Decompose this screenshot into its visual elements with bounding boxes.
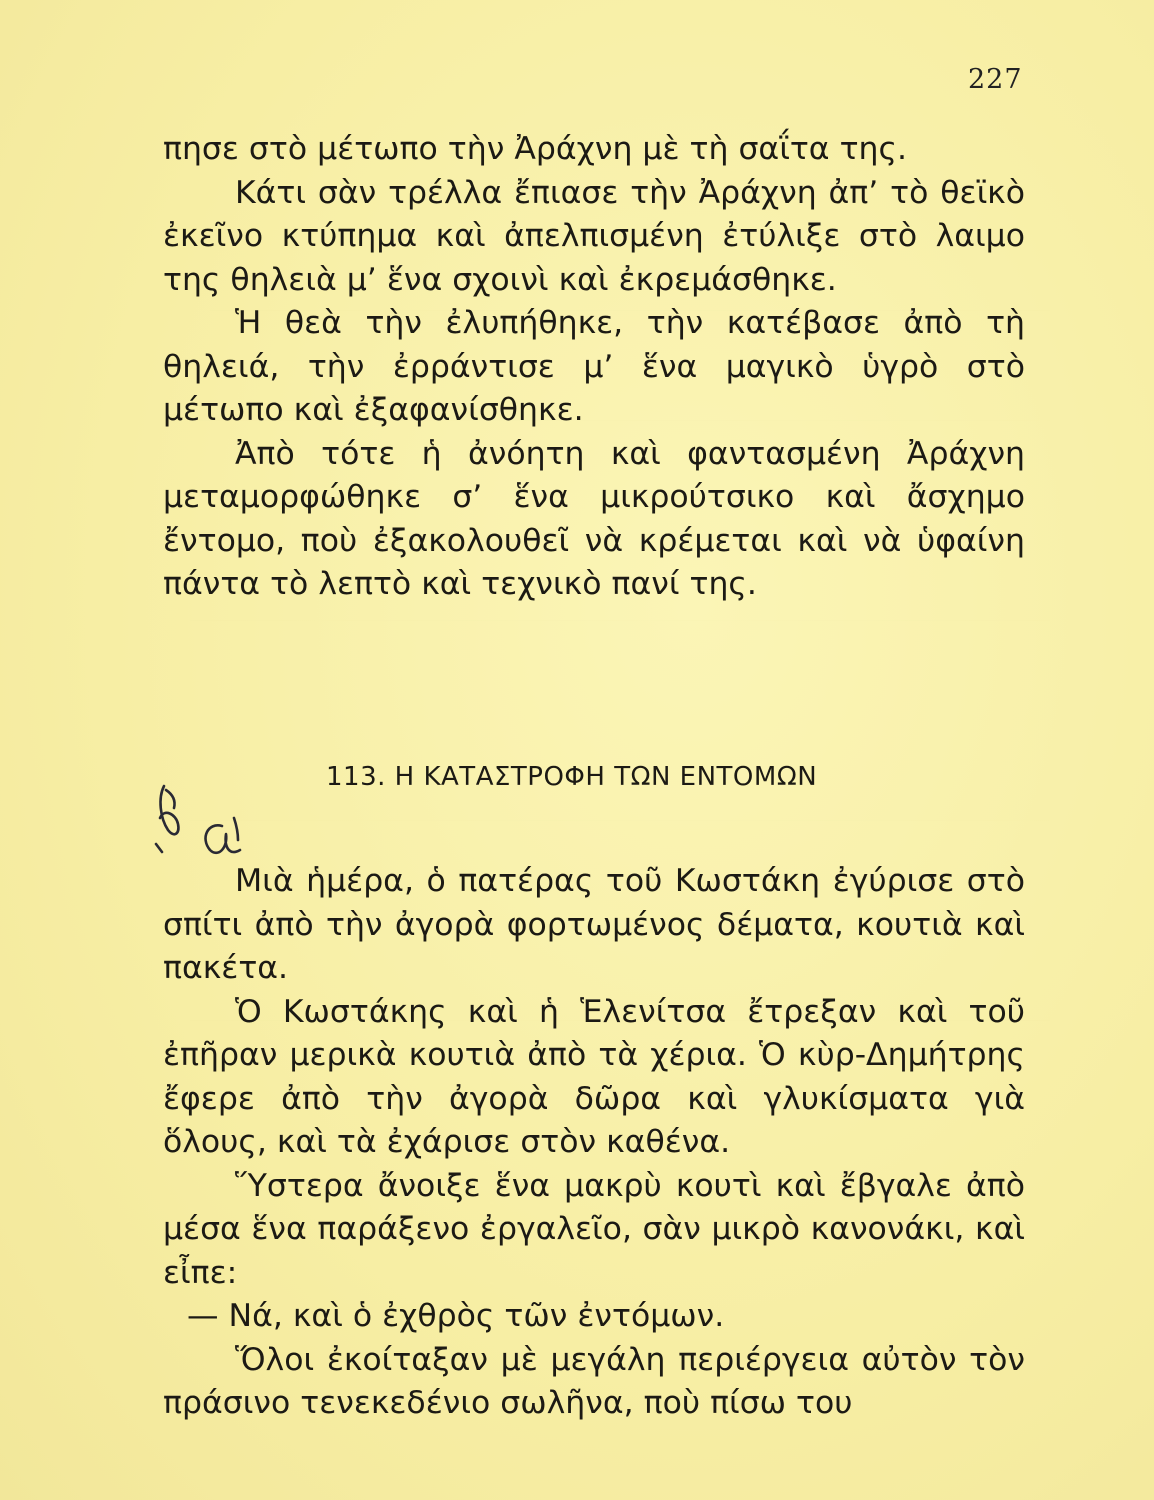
paragraph: πησε στὸ μέτωπο τὴν Ἀράχνη μὲ τὴ σαΐτα της. <box>163 131 908 167</box>
text-block-top <box>163 128 1025 607</box>
paragraph: Ὕστερα ἄνοιξε ἕνα μακρὺ κουτὶ καὶ ἔβγαλε ἀπὸ μέσα ἕνα παράξενο ἐργαλεῖο, σὰν μικρὸ κανονάκι, καὶ εἶπε: <box>163 1167 1025 1291</box>
paragraph: Ἡ θεὰ τὴν ἐλυπήθηκε, τὴν κατέβασε ἀπὸ τὴ θηλειά, τὴν ἐρράντισε μ’ ἕνα μαγικὸ ὑγρὸ στὸ μέτωπο καὶ ἐξαφανίσθηκε. <box>163 305 1025 428</box>
paragraph: Κάτι σὰν τρέλλα ἔπιασε τὴν Ἀράχνη ἀπ’ τὸ θεϊκὸ ἐκεῖνο κτύπημα καὶ ἀπελπισμένη ἐτύλιξε στὸ λαιμο της θηλειὰ μ’ ἕνα σχοινὶ καὶ ἐκρεμάσθηκε. <box>163 174 1025 298</box>
dialogue-line: — Νά, καὶ ὁ ἐχθρὸς τῶν ἐντόμων. <box>187 1298 725 1334</box>
paragraph: Ἀπὸ τότε ἡ ἀνόητη καὶ φαντασμένη Ἀράχνη μεταμορφώθηκε σ’ ἕνα μικρούτσικο καὶ ἄσχημο ἔντομο, ποὺ ἐξακολουθεῖ νὰ κρέμεται καὶ νὰ ὑφαίνη πάντα τὸ λεπτὸ καὶ τεχνικὸ πανί της. <box>163 435 1025 602</box>
paragraph: Ὁ Κωστάκης καὶ ἡ Ἑλενίτσα ἔτρεξαν καὶ τοῦ ἐπῆραν μερικὰ κουτιὰ ἀπὸ τὰ χέρια. Ὁ κὺρ-Δημήτρης ἔφερε ἀπὸ τὴν ἀγορὰ δῶρα καὶ γλυκίσματα γιὰ ὅλους, καὶ τὰ ἐχάρισε στὸν καθένα. <box>163 993 1025 1160</box>
page-number: 227 <box>968 64 1023 95</box>
text-block-bottom <box>163 860 1025 1426</box>
paragraph: Ὅλοι ἐκοίταξαν μὲ μεγάλη περιέργεια αὐτὸν τὸν πράσινο τενεκεδένιο σωλῆνα, ποὺ πίσω του <box>163 1341 1025 1421</box>
chapter-heading: 113. Η ΚΑΤΑΣΤΡΟΦΗ ΤΩΝ ΕΝΤΟΜΩΝ <box>326 762 818 792</box>
paragraph: Μιὰ ἡμέρα, ὁ πατέρας τοῦ Κωστάκη ἐγύρισε στὸ σπίτι ἀπὸ τὴν ἀγορὰ φορτωμένος δέματα, κουτιὰ καὶ πακέτα. <box>163 863 1025 986</box>
handwritten-mark <box>150 778 280 868</box>
